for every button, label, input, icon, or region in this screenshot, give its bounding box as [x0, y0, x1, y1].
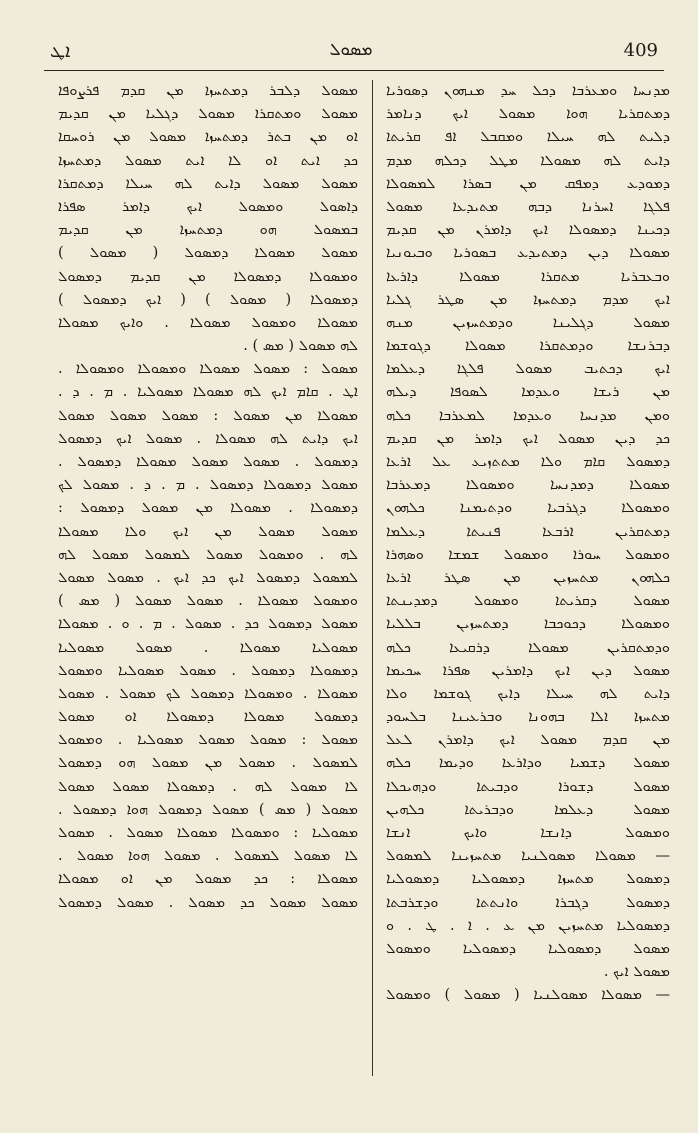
text-line: ܘܡܣܘܠ ܡܣܘܠܐ . ܡܣܘܠ ܡܣܘܠ ( ܡܣ ) [58, 593, 358, 610]
text-line: ܦܠܓܐ ܐܚܪܢܐ ܕܒܗ ܡܬܝܕܥܐ ܡܣܘܠ [386, 198, 670, 215]
text-line: ܡܣܘܠ ܕܫܘܪܐ ܘܕܒܝܬܐ ܘܕܗܝܟܠܐ [386, 778, 670, 795]
text-line: ܕܡܣܘܠܝܐ ܡܬܚܙܝܢ ܡܢ ܥ . ܐ . ܛ . ܘ [386, 917, 670, 934]
text-line: ܐܝܟ ܡܕܡ ܕܡܬܚܙܐ ܡܢ ܣܛܪ ܓܠܝܐ [386, 291, 670, 308]
text-line: ܘܒܥܒܪܝܐ ܡܬܩܪܐ ܡܣܘܠܐ ܕܐܪܥܐ [386, 268, 670, 285]
text-line: ܡܣܘܠ ܐܝܟ . [603, 964, 670, 981]
text-line: ܡܣܘܠ : ܡܣܘܠ ܡܣܘܠܐ ܘܡܣܘܠܐ ܘܡܣܘܠܐ . [58, 361, 358, 378]
text-line: ܡܣܘܠܐ ܘܡܣܘܠ ܡܣܘܠܐ . ܘܐܝܟ ܡܣܘܠܐ [58, 314, 358, 331]
text-line: ܡܣܘܠܝܐ ܡܣܘܠܐ . ܡܣܘܠ ܡܣܘܠܝܐ [58, 639, 358, 656]
text-line: ܡܢ ܪܝܫܐ ܘܥܕܡܐ ܠܣܘܦܐ ܕܝܠܗ [386, 384, 670, 401]
text-line: ܐܛ . ܩܐܡ ܐܝܟ ܠܗ ܡܣܘܠܐ ܡܣܘܠܝܐ . ܡ . ܕ . [58, 384, 358, 401]
text-column-left [58, 80, 358, 1080]
text-line: ܕܐܝܬ ܠܗ ܡܣܘܠܐ ܡܛܠ ܕܟܠܗ ܡܕܡ [386, 152, 670, 169]
text-line: ܠܗ ܡܣܘܠ ( ܡܣ ) . [243, 338, 358, 355]
text-line: ܕܡܬܩܪܝܐ ܗܘܐ ܡܣܘܠ ܐܝܟ ܕܢܐܡܪ [386, 106, 670, 123]
text-line: ܡܢ ܩܕܡ ܡܣܘܠ ܐܝܟ ܕܐܡܪܢ ܠܥܠ [386, 732, 670, 749]
text-line: ܡܣܘܠ ܡܣܘܠ ܡܢ ܐܝܟ ܘܠܐ ܡܣܘܠܐ [58, 523, 358, 540]
text-line: ܕܡܘܕܥ ܕܡܦܩ ܡܢ ܒܣܪܐ ܠܡܣܘܠܐ [386, 175, 670, 192]
text-line: ܡܣܘܠ ܕܓܠܝܢܐ ܘܕܡܬܚܙܝܢ ܡܢܗ [386, 314, 670, 331]
text-line: ܟܕ ܐܝܬ ܐܘ ܠܐ ܐܝܬ ܡܣܘܠ ܕܡܬܚܙܐ [58, 152, 358, 169]
text-line: ܘܕܡܬܩܪܝܢ ܡܣܘܠܐ ܕܪܩܝܥܐ ܟܠܗ [386, 639, 670, 656]
text-line: ܕܡܣܘܠ ܡܬܚܙܐ ܕܡܣܘܠܝܐ ܕܡܣܘܠܝܐ [386, 871, 670, 888]
text-line: ܡܣܘܠ ܕܝܢ ܐܝܟ ܕܐܡܪܝܢ ܣܦܪܐ ܚܟܝܡܐ [386, 662, 670, 679]
page-number: 409 [623, 40, 658, 61]
text-line: ܡܣܘܠ ܕܡܣܘܠܐ ܕܡܣܘܠ . ܡ . ܕ . ܡܣܘܠ ܠܟ [58, 477, 358, 494]
text-line: ܡܣܘܠ ܕܫܡܝܐ ܘܕܐܪܥܐ ܘܕܝܡܐ ܟܠܗ [386, 755, 670, 772]
text-line: ܕܡܬܩܪܝܢ ܐܪܒܥܐ ܦܢܝܬܐ ܕܥܠܡܐ [386, 523, 670, 540]
text-line: ܡܬܚܙܐ ܐܠܐ ܒܗܘܢܐ ܘܒܪܥܝܢܐ ܒܠܚܘܕ [386, 709, 670, 726]
text-line: ܒܡܣܘܠ ܗܘ ܕܡܬܚܙܐ ܡܢ ܩܕܝܡ [58, 222, 358, 239]
text-line: ܡܣܘܠ ( ܡܣ ) ܡܣܘܠ ܕܡܣܘܠ ܗܘܐ ܕܡܣܘܠ . [58, 801, 358, 818]
text-line: ܡܣܘܠ ܕܡܣܘܠ ܟܕ . ܡܣܘܠ . ܡ . ܘ . ܡܣܘܠܐ [58, 616, 358, 633]
text-line: ܠܐ ܡܣܘܠ ܠܗ . ܕܡܣܘܠܐ ܡܣܘܠ ܡܣܘܠ [58, 778, 358, 795]
page-header [40, 38, 662, 68]
text-line: ܕܡܣܘܠ ܕܓܒܪܐ ܘܐܢܬܬܐ ܘܕܫܪܒܬܐ [386, 894, 670, 911]
text-line: ܟܕ ܕܝܢ ܡܣܘܠ ܐܝܟ ܕܐܡܪ ܡܢ ܩܕܝܡ [386, 430, 670, 447]
text-line: ܕܠܝܬ ܠܗ ܚܝܠܐ ܘܡܩܒܠ ܐܦ ܩܪܝܬܐ [386, 129, 670, 146]
text-line: ܕܡܣܘܠ ܡܣܘܠܐ ܕܡܣܘܠܐ ܐܘ ܡܣܘܠ [58, 709, 358, 726]
text-line: ܡܣܘܠ ܡܣܘܠ ܟܕ ܡܣܘܠ . ܡܣܘܠ ܕܡܣܘܠ [58, 894, 358, 911]
text-line: ܠܗ . ܘܡܣܘܠ ܡܣܘܠ ܠܡܣܘܠ ܡܣܘܠ ܠܗ [58, 546, 358, 563]
text-line: ܕܡܣܘܠ ܩܐܡ ܘܠܐ ܡܬܬܙܝܥ ܥܠ ܐܪܥܐ [386, 454, 670, 470]
text-line: ܟܠܗܘܢ ܡܬܚܙܝܢ ܡܢ ܣܛܪ ܐܪܥܐ [386, 569, 670, 586]
text-line: ܠܐ ܡܣܘܠ ܠܡܣܘܠ . ܡܣܘܠ ܗܘܐ ܡܣܘܠ . [58, 848, 358, 865]
text-line: ܘܡܣܘܠܐ ܕܓܪܒܝܐ ܘܕܬܝܡܢܐ ܟܠܗܘܢ [386, 500, 670, 517]
text-line: ܐܝܟ ܕܟܬܝܒ ܡܣܘܠ ܦܠܓܐ ܕܥܠܡܐ [386, 361, 670, 378]
text-line: ܡܣܘܠ ܕܥܠܡܐ ܘܕܒܪܝܬܐ ܟܠܗܝܢ [386, 801, 670, 818]
text-line: ܡܣܘܠܐ : ܟܕ ܡܣܘܠ ܡܢ ܐܘ ܡܣܘܠܐ [58, 871, 358, 888]
text-line: ܡܣܘܠ ܕܡܣܘܠܝܐ ܕܡܣܘܠܝܐ ܘܡܣܘܠ [386, 940, 670, 957]
text-line: ܕܡܣܘܠܐ ܕܡܣܘܠ . ܡܣܘܠ ܡܣܘܠܝܐ ܘܡܣܘܠ [58, 662, 358, 679]
text-line: ܡܣܘܠܐ ܕܝܢ ܕܡܬܝܕܥ ܒܣܘܪܝܐ ܘܒܝܘܢܝܐ [386, 245, 670, 262]
text-line: ܕܐܣܘܠ ܘܡܣܘܠ ܐܝܟ ܕܐܡܪ ܣܦܪܐ [58, 198, 358, 215]
text-line: ܘܡܢ ܡܕܢܚܐ ܘܥܕܡܐ ܠܡܥܪܒܐ ܟܠܗ [386, 407, 670, 424]
text-line: ܕܡܣܘܠ . ܡܣܘܠ ܡܣܘܠ ܡܣܘܠܐ ܕܡܣܘܠ . [58, 454, 358, 470]
text-line: ܡܣܘܠܐ ܡܢ ܡܣܘܠ : ܡܣܘܠ ܡܣܘܠ ܡܣܘܠ [58, 407, 358, 424]
text-line: — ܡܣܘܠܐ ܡܣܘܠܢܝܐ ܡܬܚܙܝܢܐ ܠܡܣܘܠ [386, 848, 670, 865]
text-line: ܕܒܪܢܫܐ ܘܕܡܬܩܪܐ ܡܣܘܠܐ ܕܓܘܫܡܐ [386, 338, 670, 355]
text-line: ܡܣܘܠ ܕܠܒܪ ܕܡܬܚܙܐ ܡܢ ܩܕܡ ܦܪܨܘܦܐ [58, 83, 358, 99]
text-line: ܐܝܟ ܕܐܝܬ ܠܗ ܡܣܘܠܐ . ܡܣܘܠ ܐܝܟ ܕܡܣܘܠ [58, 430, 358, 447]
text-line: ܕܡܣܘܠܐ ( ܡܣܘܠ ) ( ܐܝܟ ܕܡܣܘܠ ) [58, 291, 358, 308]
text-line: ܕܡܣܘܠܐ . ܡܣܘܠܐ ܡܢ ܡܣܘܠ ܕܡܣܘܠ : [58, 500, 358, 517]
text-line: ܕܟܝܢܐ ܕܡܣܘܠܐ ܐܝܟ ܕܐܡܪܢ ܡܢ ܩܕܝܡ [386, 222, 670, 239]
text-line: ܠܡܣܘܠ ܕܡܣܘܠ ܐܝܟ ܟܕ ܐܝܟ . ܡܣܘܠ ܡܣܘܠ [58, 569, 358, 586]
left-margin-mark: ܐܛ [50, 40, 71, 62]
text-line: ܐܘ ܡܢ ܒܬܪ ܕܡܬܚܙܐ ܡܣܘܠ ܡܢ ܪܘܚܩܐ [58, 129, 358, 146]
text-line: ܡܣܘܠ ܡܣܘܠ ܕܐܝܬ ܠܗ ܚܝܠܐ ܕܡܬܩܪܐ [58, 175, 358, 192]
text-line: ܡܣܘܠ ܘܡܬܩܪܐ ܡܣܘܠ ܕܓܠܝܐ ܡܢ ܩܕܝܡ [58, 106, 358, 123]
text-line: ܘܡܣܘܠ ܚܘܪܐ ܘܡܣܘܠ ܫܡܫܐ ܘܣܗܪܐ [386, 546, 670, 563]
header-rule [44, 70, 664, 71]
text-line: ܡܣܘܠ : ܡܣܘܠ ܡܣܘܠ ܡܣܘܠܝܐ . ܘܡܣܘܠ [58, 732, 358, 749]
text-line: ܡܣܘܠܐ . ܘܡܣܘܠܐ ܕܡܣܘܠ ܠܟ ܡܣܘܠ . ܡܣܘܠ [58, 685, 358, 702]
text-line: ܠܡܣܘܠ . ܡܣܘܠ ܡܢ ܡܣܘܠ ܗܘ ܕܡܣܘܠ [58, 755, 358, 772]
running-title: ܡܣܘܠ [329, 40, 373, 60]
text-line: ܘܡܣܘܠܐ ܕܟܘܟܒܐ ܕܡܬܚܙܝܢ ܒܠܠܝܐ [386, 616, 670, 633]
text-line: ܘܡܣܘܠ ܕܐܢܫܐ ܘܐܝܟ ܐܢܫܐ [386, 825, 670, 841]
text-line: ܡܣܘܠܐ ܕܡܕܢܚܐ ܘܡܣܘܠܐ ܕܡܥܪܒܐ [386, 477, 670, 494]
text-column-right [386, 80, 670, 1080]
text-line: ܡܕܢܚܐ ܘܡܥܪܒܐ ܕܟܠ ܚܕ ܡܢܗܘܢ ܕܣܘܪܝܐ [386, 83, 670, 99]
text-line: ܡܣܘܠ ܡܣܘܠܐ ܕܡܣܘܠ ( ܡܣܘܠ ) [58, 245, 358, 262]
text-line: ܡܣܘܠ ܕܩܪܝܬܐ ܘܡܣܘܠ ܕܡܕܝܢܬܐ [386, 593, 670, 610]
text-line: ܕܐܝܬ ܠܗ ܚܝܠܐ ܕܐܝܟ ܓܘܫܡܐ ܘܠܐ [386, 685, 670, 702]
column-divider [372, 80, 373, 1076]
text-line: — ܡܣܘܠܐ ܡܣܘܠܢܝܐ ( ܡܣܘܠ ) ܘܡܣܘܠ [386, 987, 670, 1004]
text-line: ܡܣܘܠܝܐ : ܘܡܣܘܠܐ ܡܣܘܠܐ ܡܣܘܠ . ܡܣܘܠ [58, 825, 358, 841]
text-line: ܘܡܣܘܠܐ ܕܡܣܘܠܐ ܡܢ ܩܕܝܡ ܕܡܣܘܠ [58, 268, 358, 285]
